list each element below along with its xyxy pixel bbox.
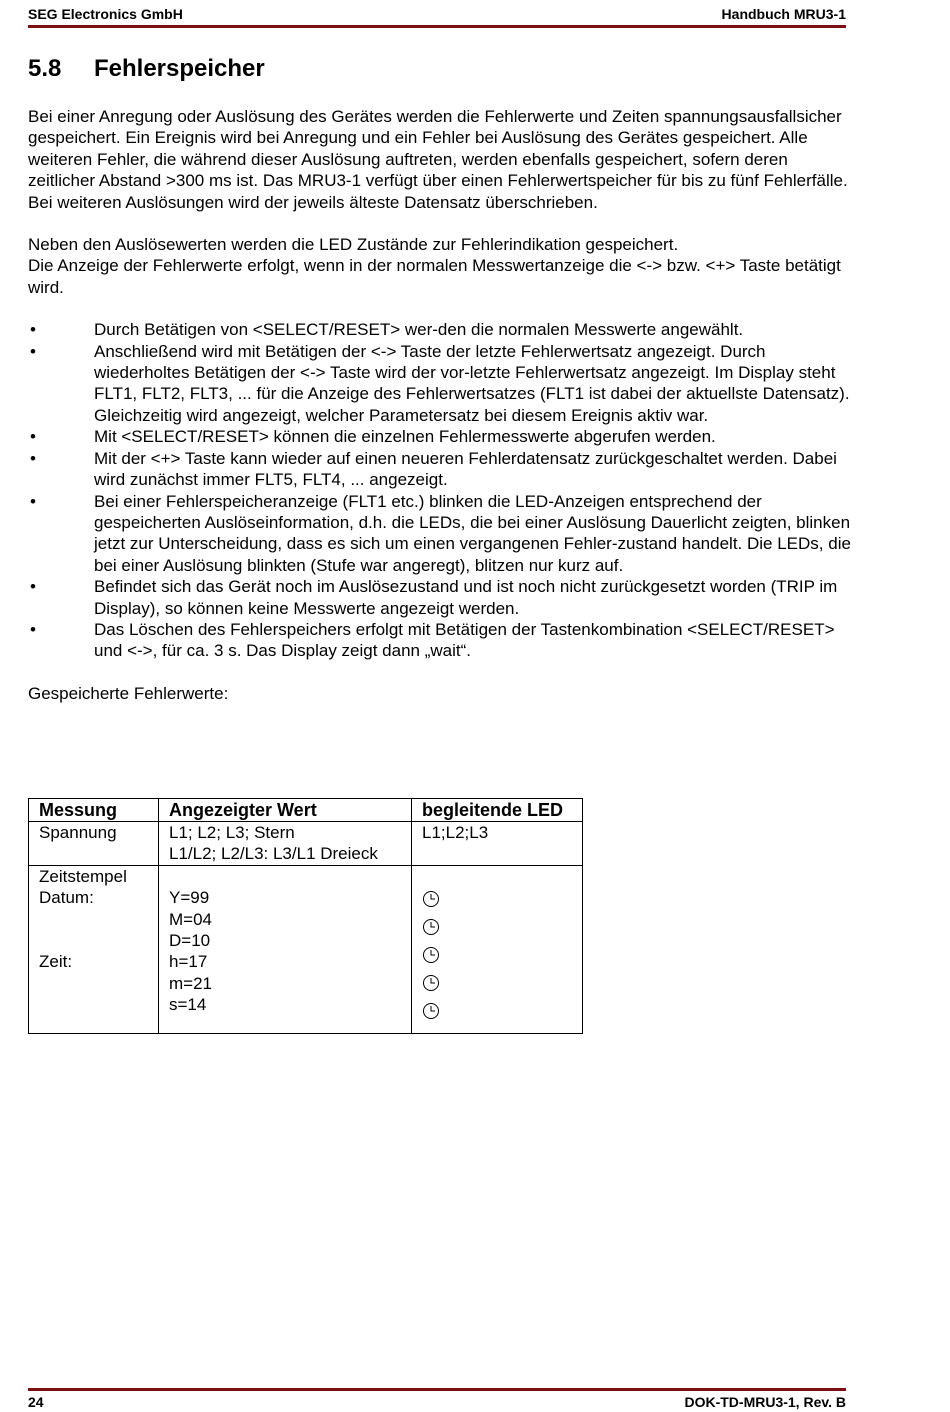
list-item-text: Befindet sich das Gerät noch im Auslösezustand und ist noch nicht zurückgesetzt worden (TRIP im Display), so können keine Messwerte angezeigt werden. — [94, 577, 838, 618]
value-line: L1; L2; L3; Stern — [169, 823, 295, 842]
cell-value — [159, 822, 412, 866]
page-footer — [28, 1394, 846, 1412]
cell-measure — [29, 865, 159, 1033]
list-item-text: Anschließend wird mit Betätigen der <-> Taste der letzte Fehlerwertsatz angezeigt. Durch wiederholtes Betätigen der <-> Taste wird der vor-letzte Fehlerwertsatz angezeigt. Im Display steht FLT1, FLT2, FLT3, ... für die Anzeige des Fehlerwertsatzes (FLT1 ist dabei der aktuellste Datensatz). Gleichzeitig wird angezeigt, welcher Parametersatz bei diesem Ereignis aktiv war. — [94, 341, 850, 425]
bullet-icon: • — [30, 320, 36, 340]
bullet-icon: • — [30, 341, 36, 361]
column-header-value: Angezeigter Wert — [159, 799, 412, 822]
intro-paragraph: Bei einer Anregung oder Auslösung des Gerätes werden die Fehlerwerte und Zeiten spannungsausfallsicher gespeichert. Ein Ereignis wird bei Anregung und ein Fehler bei Auslösung des Gerätes gespeichert. Alle weiteren Fehler, die während dieser Auslösung auftreten, werden ebenfalls gespeichert, sofern deren zeitlicher Abstand >300 ms ist. Das MRU3-1 verfügt über einen Fehlerwertspeicher für bis zu fünf Fehlerfälle. Bei weiteren Auslösungen wird der jeweils älteste Datensatz überschrieben. — [28, 107, 848, 212]
list-item — [28, 576, 858, 619]
page-content — [28, 52, 858, 704]
value-line: M=04 — [169, 909, 212, 929]
clock-icon — [422, 887, 572, 915]
bullet-icon: • — [30, 619, 36, 639]
clock-icon — [422, 943, 572, 971]
footer-rule — [28, 1388, 846, 1391]
led-paragraph-line1: Neben den Auslösewerten werden die LED Zustände zur Fehlerindikation gespeichert. — [28, 235, 679, 255]
bullet-icon: • — [30, 577, 36, 597]
led-paragraph-line2: Die Anzeige der Fehlerwerte erfolgt, wenn in der normalen Messwertanzeige die <-> bzw. <+> Taste betätigt wird. — [28, 256, 841, 297]
clock-icon — [422, 971, 572, 999]
cell-measure: Spannung — [29, 822, 159, 866]
section-heading — [28, 52, 858, 86]
list-item-text: Mit <SELECT/RESET> können die einzelnen Fehlermesswerte abgerufen werden. — [94, 427, 716, 447]
list-item — [28, 491, 858, 577]
bullet-icon: • — [30, 491, 36, 511]
value-line: D=10 — [169, 930, 211, 950]
header-rule — [28, 25, 846, 28]
clock-icon — [422, 999, 572, 1027]
bullet-icon: • — [30, 448, 36, 468]
section-number: 5.8 — [28, 55, 62, 82]
table-row — [29, 822, 583, 866]
clock-icon — [422, 915, 572, 943]
stored-values-label: Gespeicherte Fehlerwerte: — [28, 683, 229, 703]
value-line: L1/L2; L2/L3: L3/L1 Dreieck — [169, 844, 378, 864]
list-item — [28, 341, 858, 427]
value-line: m=21 — [169, 973, 212, 993]
page-header — [28, 6, 846, 26]
value-line: Y=99 — [169, 888, 210, 908]
section-title: Fehlerspeicher — [94, 55, 265, 82]
column-header-led: begleitende LED — [412, 799, 583, 822]
list-item — [28, 448, 858, 491]
list-item — [28, 426, 858, 447]
table-header-row — [29, 799, 583, 822]
timestamp-label: Zeitstempel — [39, 866, 127, 886]
list-item-text: Durch Betätigen von <SELECT/RESET> wer-den die normalen Messwerte angewählt. — [94, 320, 744, 340]
list-item — [28, 619, 858, 662]
list-item — [28, 319, 858, 340]
list-item-text: Das Löschen des Fehlerspeichers erfolgt mit Betätigen der Tastenkombination <SELECT/RESET> und <->, für ca. 3 s. Das Display zeigt dann „wait“. — [94, 619, 835, 661]
cell-led — [412, 865, 583, 1033]
date-label: Datum: — [39, 888, 94, 908]
list-item-text: Mit der <+> Taste kann wieder auf einen neueren Fehlerdatensatz zurückgeschaltet werden. Dabei wird zunächst immer FLT5, FLT4, ... angezeigt. — [94, 448, 837, 490]
value-line: h=17 — [169, 952, 208, 972]
bullet-list — [28, 319, 858, 662]
bullet-icon: • — [30, 427, 36, 447]
cell-led: L1;L2;L3 — [412, 822, 583, 866]
column-header-measure: Messung — [29, 799, 159, 822]
list-item-text: Bei einer Fehlerspeicheranzeige (FLT1 etc.) blinken die LED-Anzeigen entsprechend der gespeicherten Auslöseinformation, d.h. die LEDs, die bei einer Auslösung Dauerlicht zeigten, blinken jetzt zur Unterscheidung, dass es sich um einen vergangenen Fehler-zustand handelt. Die LEDs, die bei einer Auslösung blinkten (Stufe war angeregt), blitzen nur kurz auf. — [94, 491, 851, 575]
cell-value — [159, 865, 412, 1033]
time-label: Zeit: — [39, 952, 73, 972]
document-id: DOK-TD-MRU3-1, Rev. B — [684, 1394, 846, 1410]
header-company: SEG Electronics GmbH — [28, 6, 183, 22]
header-manual: Handbuch MRU3-1 — [721, 6, 846, 22]
fault-values-table — [28, 798, 583, 1034]
page-number: 24 — [28, 1394, 44, 1410]
value-line: s=14 — [169, 995, 207, 1015]
table-row — [29, 865, 583, 1033]
